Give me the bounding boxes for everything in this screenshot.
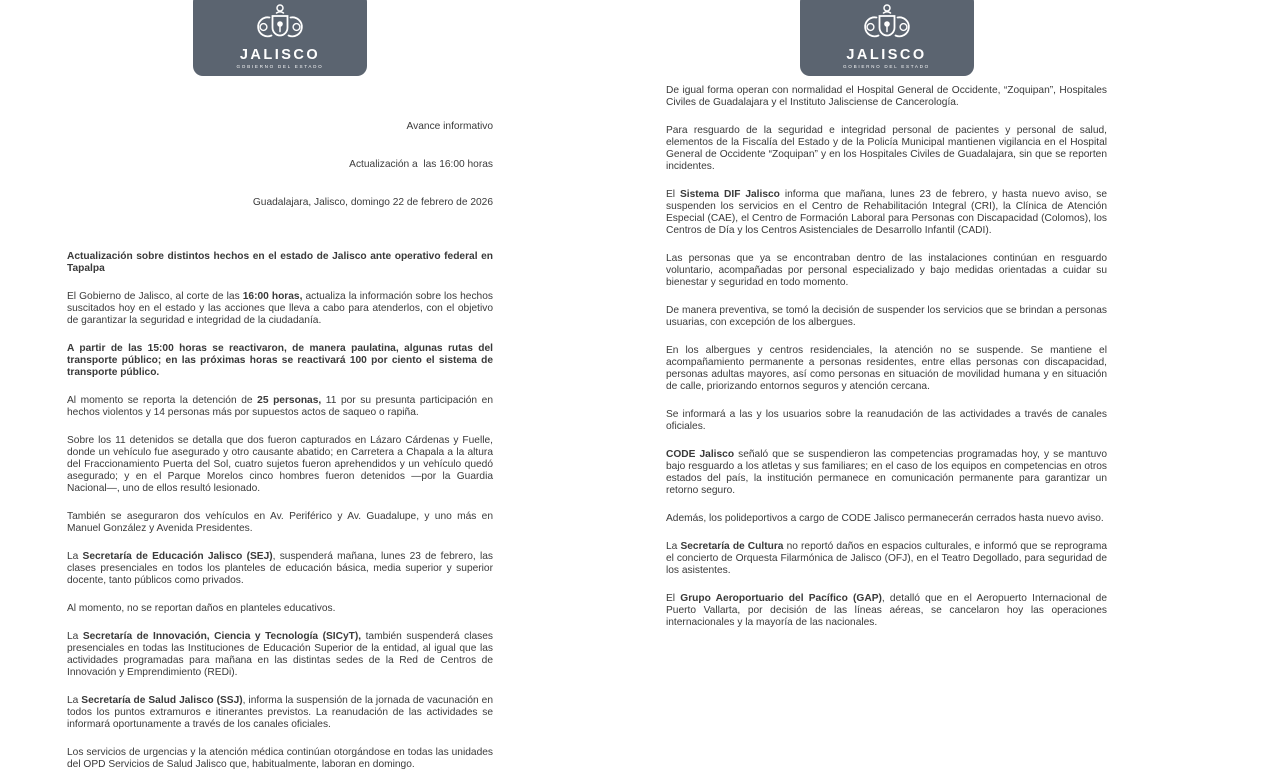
paragraph: Las personas que ya se encontraban dentro de las instalaciones continúan en resguardo voluntario, acompañadas por personal especializado y bajo medidas orientadas a cuidar su bienestar y seguridad en todo momento.: [666, 253, 1107, 288]
paragraph: Además, los polideportivos a cargo de CODE Jalisco permanecerán cerrados hasta nuevo aviso.: [666, 513, 1104, 524]
paragraph: En los albergues y centros residenciales, la atención no se suspende. Se mantiene el acompañamiento permanente a personas residentes, entre ellas personas con discapacidad, personas adultas mayores, así como personas en situación de movilidad humana y en situación de calle, priorizando entornos seguros y atención cercana.: [666, 345, 1107, 392]
paragraph: La Secretaría de Educación Jalisco (SEJ), suspenderá mañana, lunes 23 de febrero, las clases presenciales en todos los planteles de educación básica, media superior y superior docente, tanto públicos como privados.: [67, 550, 493, 586]
header-line-type: Avance informativo: [406, 121, 493, 133]
paragraph: CODE Jalisco señaló que se suspendieron las competencias programadas hoy, y se mantuvo bajo resguardo a los atletas y sus familiares; en el caso de los equipos en competencias en otros estados del país, la institución permanece en comunicación permanente para garantizar un retorno seguro.: [666, 449, 1107, 496]
paragraph: Sobre los 11 detenidos se detalla que dos fueron capturados en Lázaro Cárdenas y Fuelle, donde un vehículo fue asegurado y otro causante abatido; en Carretera a Chapala a la altura del Fraccionamiento Puerta del Sol, cuatro sujetos fueron aprehendidos y un vehículo quedó asegurado; y en el Parque Morelos cinco hombres fueron detenidos —por la Guardia Nacional—, uno de ellos resultó lesionado.: [67, 434, 493, 494]
document-page-1: [67, 0, 493, 771]
jalisco-crest-icon: [252, 3, 308, 47]
paragraph: El Sistema DIF Jalisco informa que mañana, lunes 23 de febrero, y hasta nuevo aviso, se suspenden los servicios en el Centro de Rehabilitación Integral (CRI), la Clínica de Atención Especial (CAE), el Centro de Formación Laboral para Personas con Discapacidad (Colomos), los Centros de Día y los Centros Asistenciales de Desarrollo Infantil (CADI).: [666, 189, 1107, 236]
logo-wordmark: JALISCO: [846, 47, 927, 63]
logo-subtitle: GOBIERNO DEL ESTADO: [843, 64, 930, 69]
paragraph: De manera preventiva, se tomó la decisión de suspender los servicios que se brindan a personas usuarias, con excepción de los albergues.: [666, 305, 1107, 328]
paragraph: Al momento, no se reportan daños en planteles educativos.: [67, 602, 336, 614]
paragraph: A partir de las 15:00 horas se reactivaron, de manera paulatina, algunas rutas del transporte público; en las próximas horas se reactivará 100 por ciento el sistema de transporte público.: [67, 342, 493, 378]
paragraph: Los servicios de urgencias y la atención médica continúan otorgándose en todas las unidades del OPD Servicios de Salud Jalisco que, habitualmente, laboran en domingo.: [67, 746, 493, 770]
header-line-dateline: Guadalajara, Jalisco, domingo 22 de febrero de 2026: [252, 196, 493, 208]
page1-body: [67, 291, 493, 771]
paragraph: La Secretaría de Salud Jalisco (SSJ), informa la suspensión de la jornada de vacunación en todos los puntos extramuros e itinerantes previstos. La reanudación de las actividades se informará oportunamente a través de los canales oficiales.: [67, 694, 493, 730]
jalisco-logo-badge: [800, 0, 974, 76]
jalisco-logo-badge: [193, 0, 367, 76]
paragraph: Para resguardo de la seguridad e integridad personal de pacientes y personal de salud, elementos de la Fiscalía del Estado y de la Policía Municipal mantienen vigilancia en el Hospital General de Occidente “Zoquipan” y en los Hospitales Civiles de Guadalajara, sin que se reporten incidentes.: [666, 125, 1107, 172]
paragraph: También se aseguraron dos vehículos en Av. Periférico y Av. Guadalupe, y uno más en Manuel González y Avenida Presidentes.: [67, 510, 493, 534]
paragraph: De igual forma operan con normalidad el Hospital General de Occidente, “Zoquipan”, Hospitales Civiles de Guadalajara y el Instituto Jalisciense de Cancerología.: [666, 85, 1107, 108]
paragraph: La Secretaría de Cultura no reportó daños en espacios culturales, e informó que se reprograma el concierto de Orquesta Filarmónica de Jalisco (OFJ), en el Teatro Degollado, para seguridad de los asistentes.: [666, 541, 1107, 576]
paragraph: El Gobierno de Jalisco, al corte de las 16:00 horas, actualiza la información sobre los hechos suscitados hoy en el estado y las acciones que lleva a cabo para atenderlos, con el objetivo de garantizar la seguridad e integridad de la ciudadanía.: [67, 290, 493, 326]
paragraph: Se informará a las y los usuarios sobre la reanudación de las actividades a través de canales oficiales.: [666, 409, 1107, 432]
document-page-2: [666, 0, 1107, 629]
paragraph: El Grupo Aeroportuario del Pacífico (GAP), detalló que en el Aeropuerto Internacional de Puerto Vallarta, por decisión de las líneas aéreas, se cancelaron hoy las operaciones internacionales y la mayoría de las nacionales.: [666, 593, 1108, 628]
header-line-update-time: Actualización a las 16:00 horas: [349, 158, 493, 170]
jalisco-crest-icon: [859, 3, 915, 47]
page2-body: [666, 0, 1107, 629]
paragraph: Al momento se reporta la detención de 25 personas, 11 por su presunta participación en hechos violentos y 14 personas más por supuestos actos de saqueo o rapiña.: [67, 394, 493, 418]
logo-subtitle: GOBIERNO DEL ESTADO: [236, 64, 324, 69]
paragraph: La Secretaría de Innovación, Ciencia y Tecnología (SICyT), también suspenderá clases presenciales en todas las Instituciones de Educación Superior de la entidad, al igual que las actividades programadas para mañana en las distintas sedes de la Red de Centros de Innovación y Emprendimiento (REDi).: [67, 630, 493, 678]
document-title: Actualización sobre distintos hechos en el estado de Jalisco ante operativo federal en Tapalpa: [67, 250, 493, 274]
logo-wordmark: JALISCO: [239, 47, 321, 63]
